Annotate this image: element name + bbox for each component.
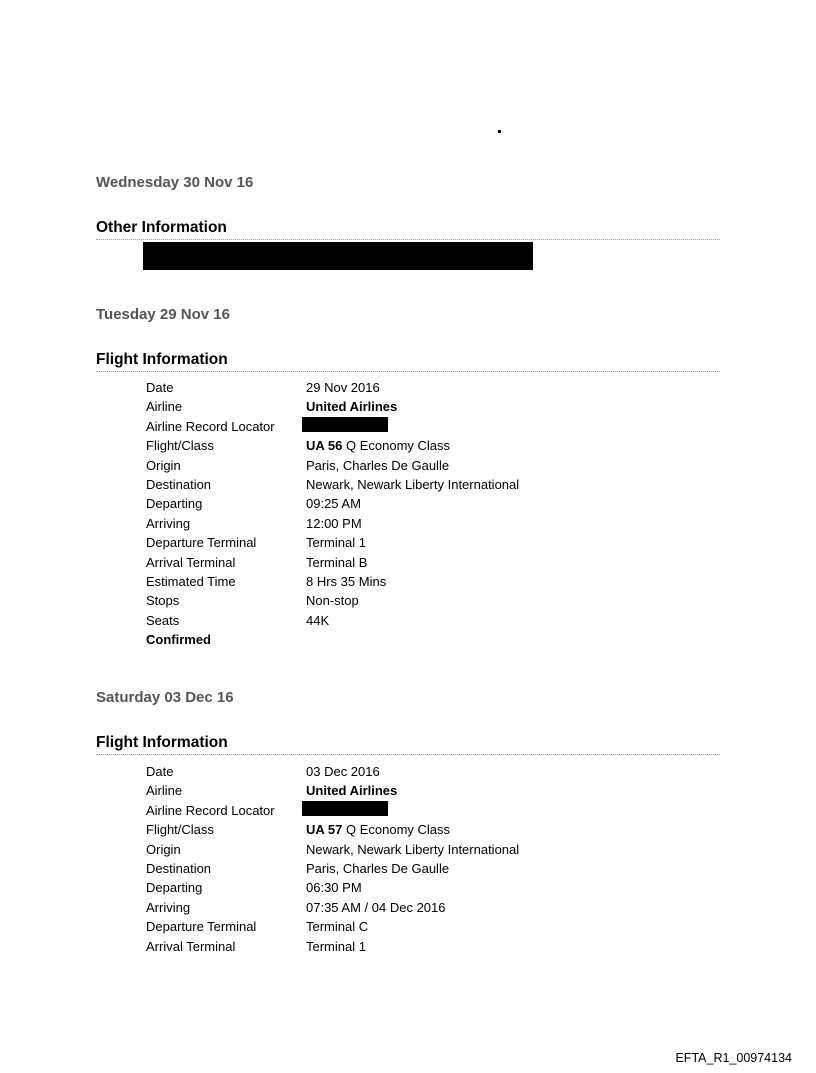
value-airline: United Airlines	[306, 783, 398, 799]
row-stops	[146, 591, 519, 610]
row-date	[146, 762, 519, 781]
row-destination	[146, 859, 519, 878]
label-locator: Airline Record Locator	[146, 418, 275, 434]
flight-info-heading-1: Flight Information	[96, 351, 720, 372]
label-dep-terminal: Departure Terminal	[146, 535, 257, 551]
row-dep-terminal	[146, 917, 519, 936]
label-arr-terminal: Arrival Terminal	[146, 938, 236, 954]
row-arriving	[146, 898, 519, 917]
label-arriving: Arriving	[146, 515, 191, 531]
row-origin	[146, 840, 519, 859]
label-stops: Stops	[146, 593, 180, 609]
label-airline: Airline	[146, 783, 183, 799]
label-date: Date	[146, 380, 174, 395]
value-dep-terminal: Terminal C	[306, 919, 369, 935]
row-locator	[146, 417, 519, 436]
row-seats	[146, 611, 519, 630]
label-est-time: Estimated Time	[146, 573, 236, 589]
label-flight-class: Flight/Class	[146, 822, 214, 838]
row-date	[146, 378, 519, 397]
row-airline	[146, 781, 519, 800]
value-origin: Newark, Newark Liberty International	[306, 841, 520, 857]
label-airline: Airline	[146, 399, 183, 415]
value-seats: 44K	[306, 612, 330, 628]
row-departing	[146, 878, 519, 897]
label-departing: Departing	[146, 496, 203, 512]
row-dep-terminal	[146, 533, 519, 552]
flight-info-heading-2: Flight Information	[96, 734, 720, 755]
row-arriving	[146, 514, 519, 533]
locator-redaction	[302, 801, 388, 816]
value-flight-number: UA 57	[306, 822, 343, 838]
value-date: 03 Dec 2016	[306, 764, 380, 779]
label-flight-class: Flight/Class	[146, 438, 214, 454]
value-departing: 09:25 AM	[306, 496, 361, 512]
label-arriving: Arriving	[146, 899, 191, 915]
value-arr-terminal: Terminal B	[306, 554, 368, 570]
day-heading-sat: Saturday 03 Dec 16	[96, 689, 234, 706]
day-heading-wed: Wednesday 30 Nov 16	[96, 174, 254, 191]
label-origin: Origin	[146, 841, 181, 857]
value-class: Q Economy Class	[346, 822, 451, 838]
flight-details-1	[146, 378, 519, 649]
row-arr-terminal	[146, 937, 519, 956]
row-flight-class	[146, 820, 519, 839]
value-arriving: 07:35 AM / 04 Dec 2016	[306, 899, 446, 915]
label-date: Date	[146, 764, 174, 779]
row-arr-terminal	[146, 553, 519, 572]
other-info-heading: Other Information	[96, 219, 720, 240]
label-dep-terminal: Departure Terminal	[146, 919, 257, 935]
value-est-time: 8 Hrs 35 Mins	[306, 573, 387, 589]
row-locator	[146, 801, 519, 820]
label-destination: Destination	[146, 476, 212, 492]
redaction-bar	[143, 242, 533, 270]
label-locator: Airline Record Locator	[146, 802, 275, 818]
value-departing: 06:30 PM	[306, 880, 362, 896]
row-airline	[146, 397, 519, 416]
row-est-time	[146, 572, 519, 591]
locator-redaction	[302, 417, 388, 432]
value-arr-terminal: Terminal 1	[306, 938, 366, 954]
flight-details-2	[146, 762, 519, 956]
booking-status: Confirmed	[146, 632, 211, 648]
row-status	[146, 630, 519, 649]
value-destination: Paris, Charles De Gaulle	[306, 860, 450, 876]
value-class: Q Economy Class	[346, 438, 451, 454]
stray-dot	[498, 130, 501, 133]
document-id: EFTA_R1_00974134	[675, 1051, 792, 1065]
value-origin: Paris, Charles De Gaulle	[306, 457, 450, 473]
value-arriving: 12:00 PM	[306, 515, 362, 531]
label-seats: Seats	[146, 612, 180, 628]
row-flight-class	[146, 436, 519, 455]
label-destination: Destination	[146, 860, 212, 876]
row-departing	[146, 494, 519, 513]
value-date: 29 Nov 2016	[306, 380, 380, 395]
value-dep-terminal: Terminal 1	[306, 535, 366, 551]
label-origin: Origin	[146, 457, 181, 473]
value-destination: Newark, Newark Liberty International	[306, 476, 520, 492]
row-destination	[146, 475, 519, 494]
value-stops: Non-stop	[306, 593, 359, 609]
day-heading-tue: Tuesday 29 Nov 16	[96, 306, 230, 323]
value-airline: United Airlines	[306, 399, 398, 415]
label-departing: Departing	[146, 880, 203, 896]
row-origin	[146, 456, 519, 475]
value-flight-number: UA 56	[306, 438, 343, 454]
label-arr-terminal: Arrival Terminal	[146, 554, 236, 570]
